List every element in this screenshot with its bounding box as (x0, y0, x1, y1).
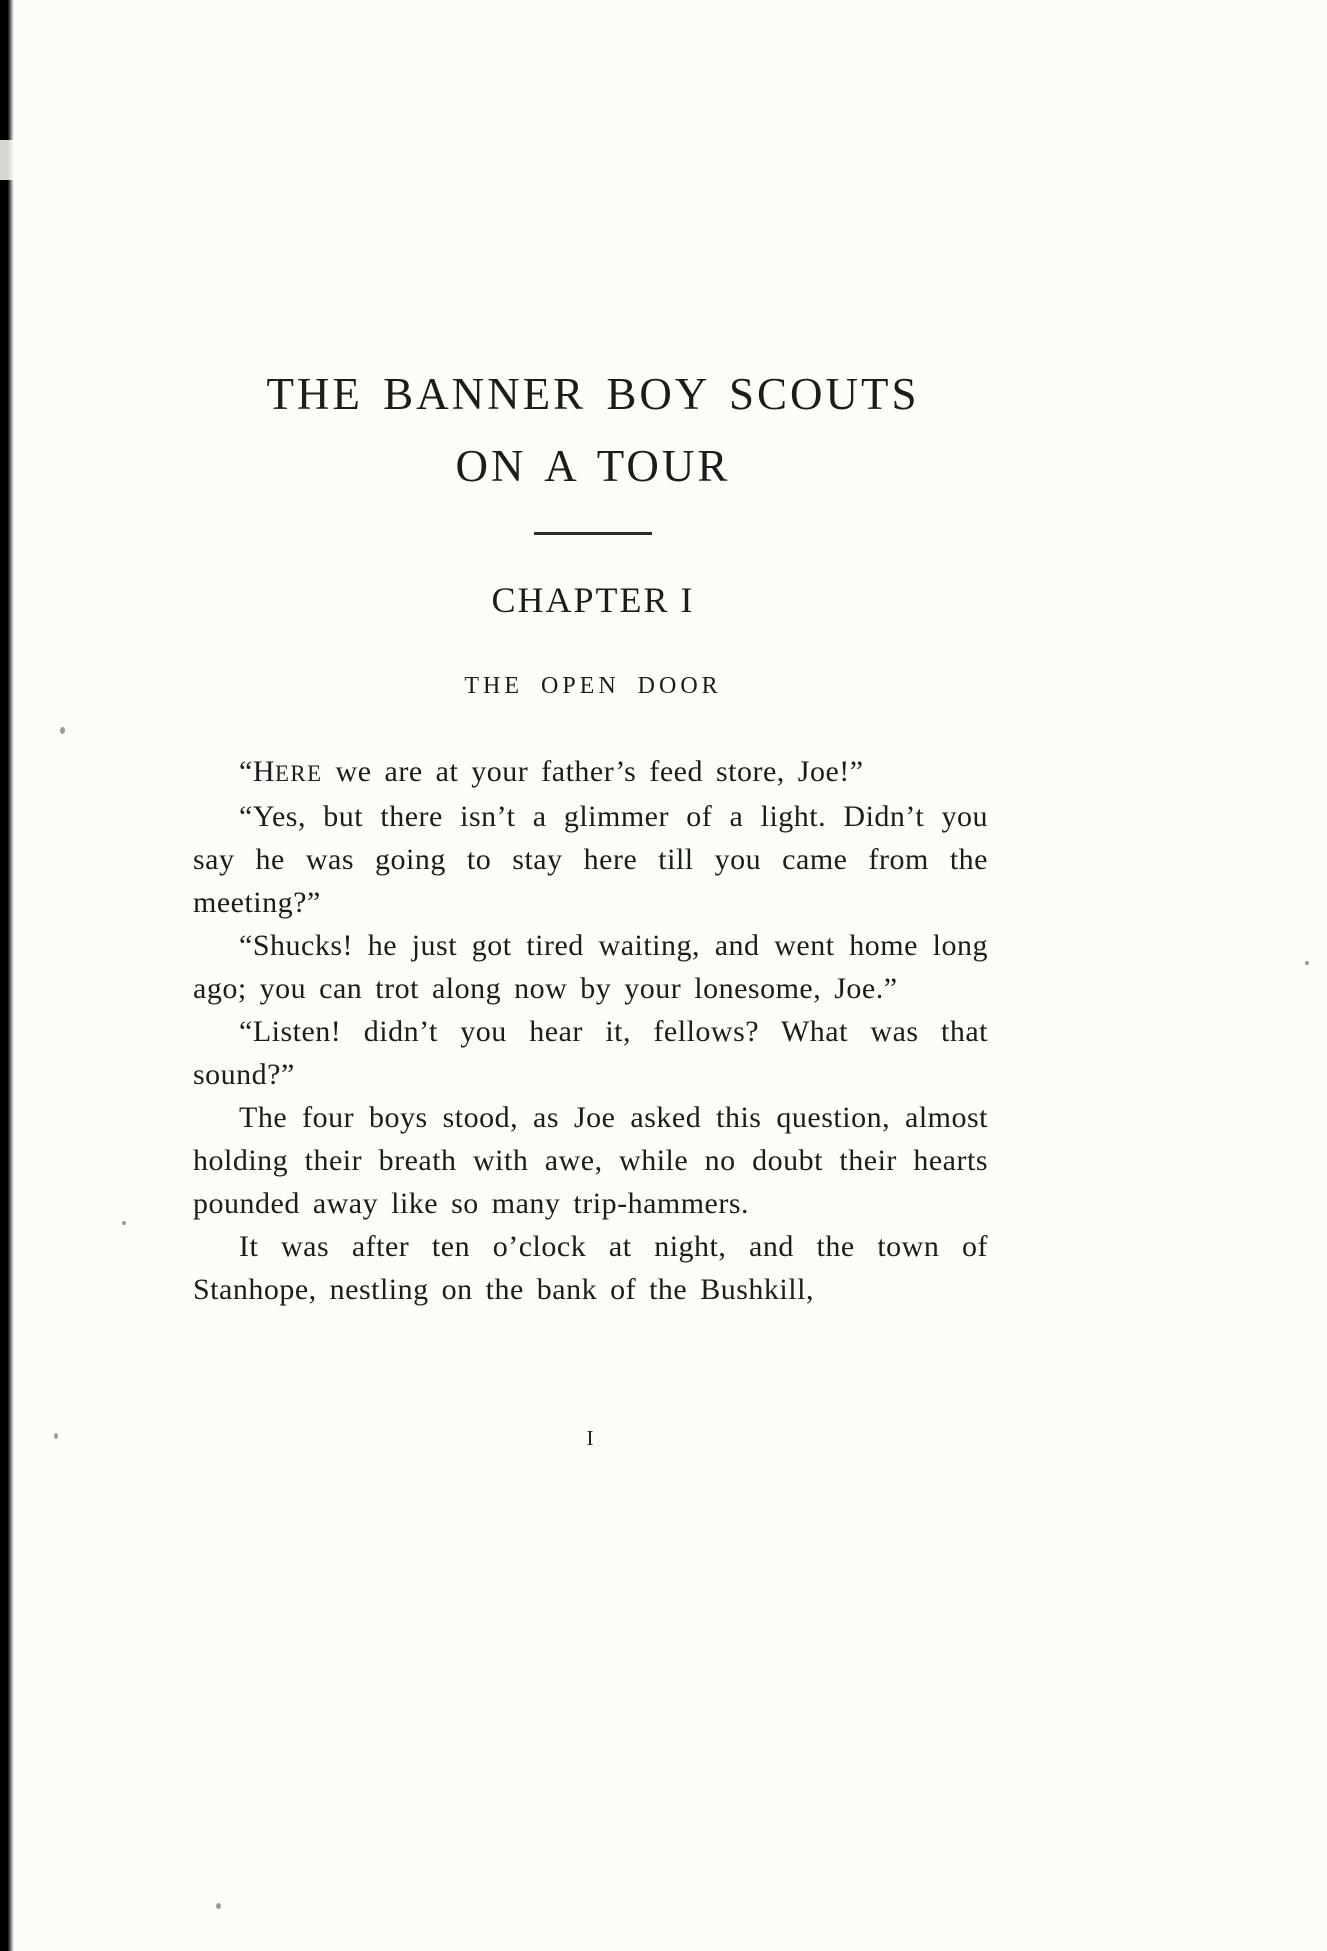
paragraph (193, 1225, 988, 1311)
paragraph (193, 1010, 988, 1096)
paragraph-smallcaps: ERE (274, 761, 323, 786)
paragraph (193, 924, 988, 1010)
scan-binding-notch (0, 140, 14, 180)
paragraph-lead: “H (239, 755, 275, 788)
page-number: I (586, 1426, 595, 1450)
paragraph-text: “Shucks! he just got tired waiting, and went home long ago; you can trot along now by your lonesome, Joe.” (193, 929, 988, 1005)
title-divider-rule (534, 532, 652, 535)
scan-artifact (122, 1221, 126, 1225)
chapter-heading: CHAPTER I (491, 580, 695, 620)
page-content (193, 0, 993, 1311)
paragraph-text: “Listen! didn’t you hear it, fellows? What was that sound?” (193, 1015, 988, 1091)
paragraph (193, 795, 988, 924)
book-title-line-1: THE BANNER BOY SCOUTS (266, 369, 920, 419)
paragraph-text: The four boys stood, as Joe asked this question, almost holding their breath with awe, while no doubt their hearts pounded away like so many trip-hammers. (193, 1101, 988, 1220)
scan-artifact (60, 727, 65, 734)
body-text (193, 750, 988, 1311)
book-title-line-2: ON A TOUR (455, 441, 731, 491)
section-heading: THE OPEN DOOR (464, 673, 722, 699)
scan-artifact (1305, 961, 1309, 965)
book-title (193, 358, 993, 502)
paragraph (193, 750, 988, 795)
scan-binding-edge (0, 0, 14, 1951)
paragraph-text: “Yes, but there isn’t a glimmer of a light. Didn’t you say he was going to stay here till you came from the meeting?” (193, 800, 988, 919)
scan-artifact (216, 1903, 221, 1909)
paragraph-text: we are at your father’s feed store, Joe!” (322, 755, 864, 788)
scan-artifact (54, 1433, 58, 1439)
paragraph (193, 1096, 988, 1225)
paragraph-text: It was after ten o’clock at night, and the town of Stanhope, nestling on the bank of the Bushkill, (193, 1230, 988, 1306)
